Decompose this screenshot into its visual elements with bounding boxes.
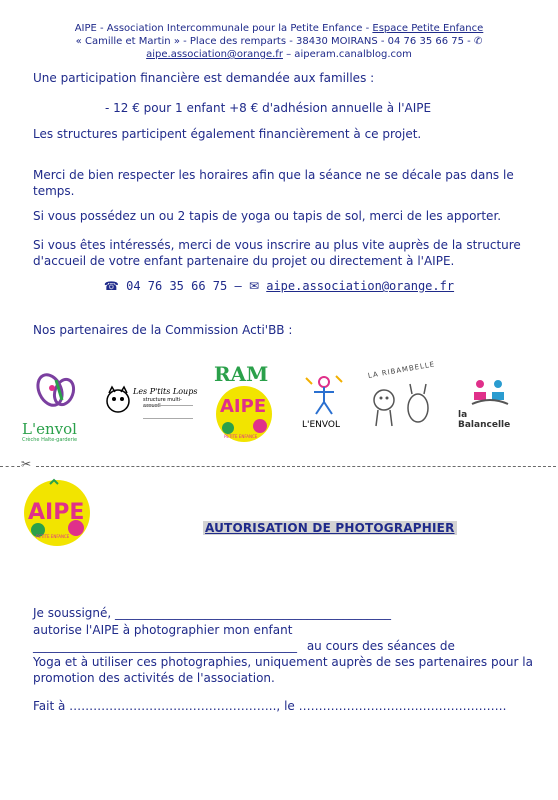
contact-line [0,279,558,293]
para-inscription: Si vous êtes intéressés, merci de vous inscrire au plus vite auprès de la structure d'accueil de votre enfant partenaire du projet ou directement à l'AIPE. [33,238,521,268]
form-line-soussigne: Je soussigné, ______________________________________________ [33,606,392,620]
form-line-enfant [33,638,533,654]
partner-loups-name: Les P'tits Loups [133,387,198,396]
partner-envol-sub: Crèche Halte-garderie [22,437,78,443]
phone-icon: ☎ [103,279,119,293]
form-aipe-logo [20,478,94,548]
partners-title: Nos partenaires de la Commission Acti'BB : [33,323,293,337]
header-line-2: « Camille et Martin » - Place des remparts - 38430 MOIRANS - 04 76 35 66 75 - ✆ [75,36,483,47]
para-horaires: Merci de bien respecter les horaires afin que la séance ne se décale pas dans le temps. [33,168,514,198]
header-org: AIPE - Association Intercommunale pour la Petite Enfance - [74,23,373,34]
contact-email[interactable]: aipe.association@orange.fr [266,279,455,293]
header-line-1 [0,22,558,35]
partner-balancelle-name: la Balancelle [458,410,511,430]
partner-ribambelle-name: LA RIBAMBELLE [367,360,436,380]
para-price: - 12 € pour 1 enfant +8 € d'adhésion annuelle à l'AIPE [105,101,432,115]
form-title: AUTORISATION DE PHOTOGRAPHIER [205,521,455,535]
partner-ram-label: RAM [214,362,269,386]
scissors-icon: ✂ [21,457,32,471]
form-logo-text: AIPE [28,500,85,525]
header-email-link[interactable]: aipe.association@orange.fr [146,49,283,60]
partner-loups-sub: structure multi-accueil [143,397,182,409]
partner-envol2-name: L'ENVOL [302,420,341,430]
animals-icon [368,382,440,428]
form-line-yoga: Yoga et à utiliser ces photographies, uniquement auprès de ses partenaires pour la promotion des activités de l'association. [33,655,533,685]
mail-icon: ✉ [248,279,259,293]
form-line-autorise: autorise l'AIPE à photographier mon enfant [33,623,293,637]
header-espace: Espace Petite Enfance [372,23,484,34]
form-blank-enfant[interactable]: ____________________________________________ [33,639,297,653]
form-logo-sub: PETITE ENFANCE [36,534,70,539]
partner-loups-address [143,405,193,419]
partner-envol-2 [302,374,346,430]
cut-line [0,457,558,472]
partner-envol-creche [22,370,92,442]
para-tapis: Si vous possédez un ou 2 tapis de yoga ou tapis de sol, merci de les apporter. [33,209,502,223]
header-line-3 [0,48,558,61]
contact-sep: – [227,279,249,293]
partner-envol-name: L'envol [22,420,77,438]
partner-aipe-sub: PETITE ENFANCE [224,434,258,439]
partner-ram-aipe [210,362,278,444]
para-participation: Une participation financière est demandée aux familles : [33,71,375,85]
contact-phone[interactable]: 04 76 35 66 75 [126,279,228,293]
partner-balancelle [458,378,522,430]
partner-ptits-loups [103,385,199,425]
partner-aipe-label: AIPE [220,396,267,417]
cut-dash-right [36,466,556,467]
child-drawing-icon [302,374,346,416]
cut-dash-left [0,466,20,467]
balancelle-icon [470,378,510,406]
wolf-icon [103,385,133,415]
form-line-seances: au cours des séances de [306,639,455,653]
form-line-fait-a: Fait à ………………………..………………….., le ……………………………………………. [33,699,507,713]
para-structures: Les structures participent également financièrement à ce projet. [33,127,422,141]
header-blog: – aiperam.canalblog.com [282,49,412,60]
partner-ribambelle [367,360,440,432]
butterfly-icon [22,370,92,418]
